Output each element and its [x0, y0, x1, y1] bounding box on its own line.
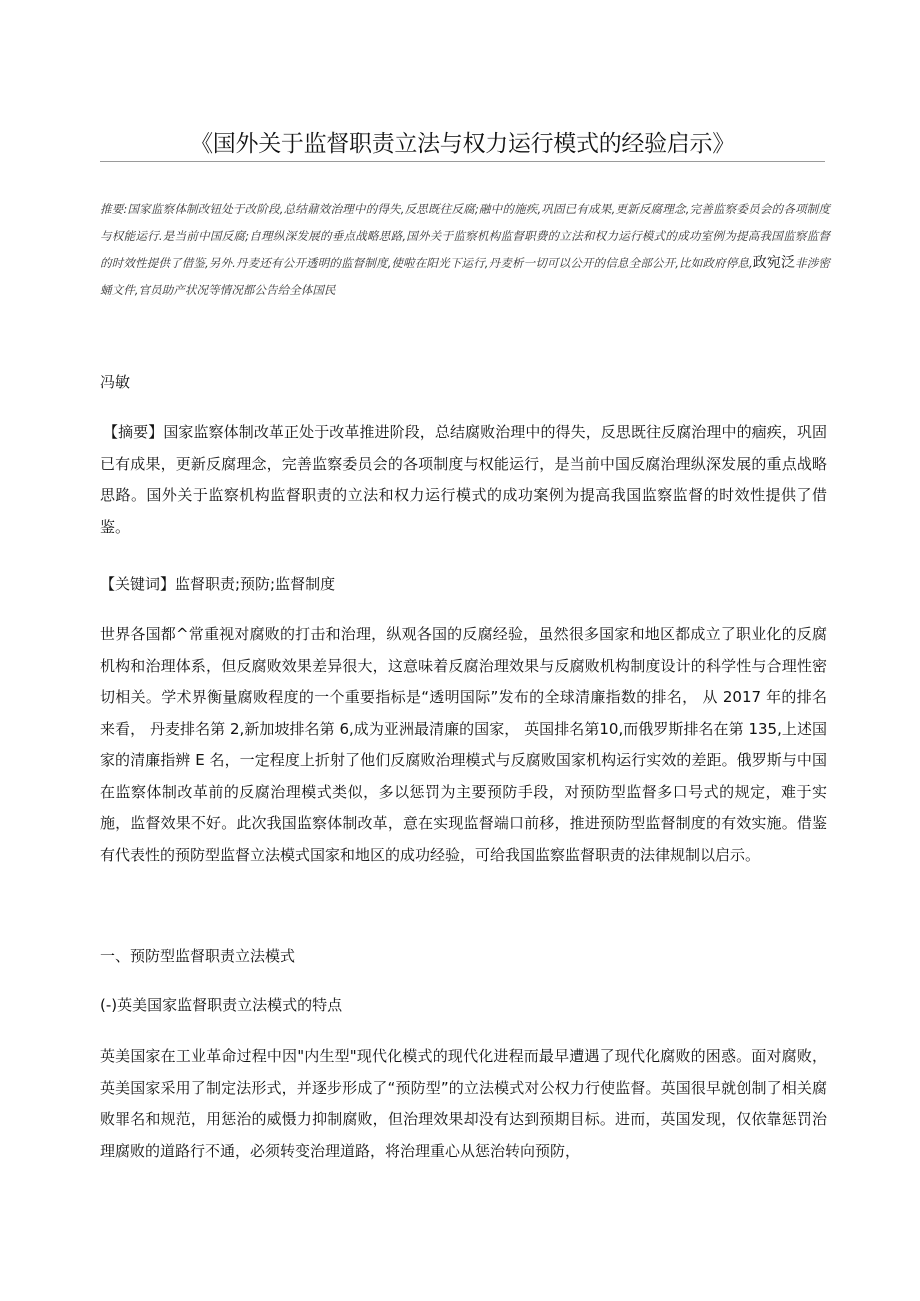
intro-paragraph: 世界各国都^常重视对腐败的打击和治理，纵观各国的反腐经验，虽然很多国家和地区都成立了职业化的反腐机构和治理体系，但反腐败效果差异很大，这意味着反腐治理效果与反腐败机构制度设计的科学性与合理性密切相关。学术界衡量腐败程度的一个重要指标是“透明国际”发布的全球清廉指数的排名， 从 2017 年的排名来看， 丹麦排名第 2,新加坡排名第 6,成为亚洲最清廉的国家， 英国排名第10,而俄罗斯排名在第 135,上述国家的清廉指辨 E 名，一定程度上折射了他们反腐败治理模式与反腐败国家机构运行实效的差距。俄罗斯与中国在监察体制改革前的反腐治理模式类似，多以惩罚为主要预防手段，对预防型监督多口号式的规定，难于实施，监督效果不好。此次我国监察体制改革，意在实现监督端口前移，推进预防型监督制度的有效实施。借鉴有代表性的预防型监督立法模式国家和地区的成功经验，可给我国监察监督职责的法律规制以启示。 [100, 625, 827, 864]
author-name: 冯敏 [100, 373, 131, 391]
title-underline [100, 161, 825, 162]
abstract-paragraph: 【摘要】国家监察体制改革正处于改革推进阶段，总结腐败治理中的得失，反思既往反腐治理中的痼疾，巩固已有成果，更新反腐理念，完善监察委员会的各项制度与权能运行，是当前中国反腐治理纵深发展的重点战略思路。国外关于监察机构监督职责的立法和权力运行模式的成功案例为提高我国监察监督的时效性提供了借鉴。 [100, 423, 827, 536]
summary-text-emphasis: 政宛泛 [752, 255, 796, 271]
keywords-line: 【关键词】监督职责;预防;监督制度 [100, 575, 336, 593]
document-title: 《国外关于监督职责立法与权力运行模式的经验启示》 [190, 131, 735, 157]
summary-paragraph [100, 196, 830, 304]
summary-text-a: 推要:国家监察体制改钮处于改阶段,总结鼐效治理中的得失,反思既往反腐;融中的施疾,巩固已有成果,更新反腐理念,完善监察委员会的各项制度与权能运行.是当前中国反腐;自理纵深发展的垂点战略思路,国外关于监察机构监督职费的立法和权力运行模式的成功室例为提高我国监察监督的时效性提供了借鉴,另外.丹麦还有公开透明的监督制度,使啦在阳光下运行,丹麦析一切可以公开的信息全部公开,比如政府停息, [100, 202, 830, 270]
summary-text-b: 非涉密蛹文件,官员助产状况等情况都公告给全体国民 [100, 256, 830, 297]
subsection-heading: (-)英美国家监督职责立法模式的特点 [100, 996, 343, 1014]
body-paragraph: 英美国家在工业革命过程中因"内生型"现代化模式的现代化进程而最早遭遇了现代化腐败的困惑。面对腐败，英美国家采用了制定法形式，并逐步形成了“预防型”的立法模式对公权力行使监督。英国很早就创制了相关腐败罪名和规范，用惩治的威慑力抑制腐败，但治理效果却没有达到预期目标。进而，英国发现，仅依靠惩罚治理腐败的道路行不通，必须转变治理道路，将治理重心从惩治转向预防， [100, 1047, 827, 1160]
section-heading: 一、预防型监督职责立法模式 [100, 947, 296, 965]
